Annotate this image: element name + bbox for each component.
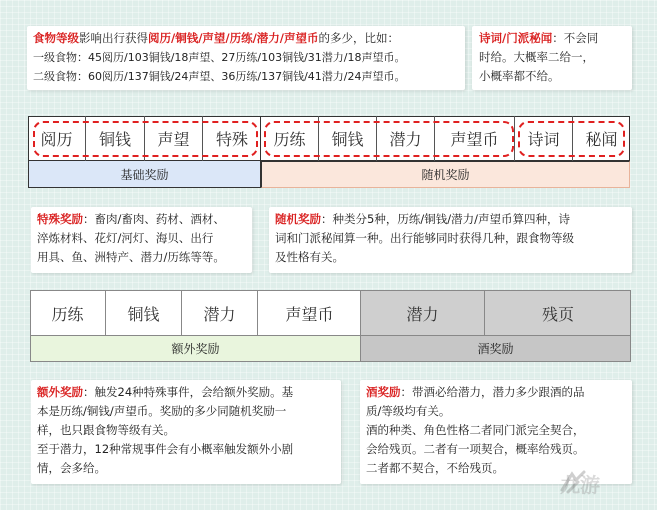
random-reward-card: 随机奖励：种类分5种，历练/铜钱/潜力/声望币算四种，诗 词和门派秘闻算一种。出行能够同时获得几种，跟食物等级 及性格有关。 — [269, 207, 632, 273]
random-highlight — [264, 121, 514, 157]
special-reward-card: 特殊奖励：畜肉/畜肉、药材、酒材、 淬炼材料、花灯/河灯、海贝、出行 用具、鱼、洲特产、潜力/历练等等。 — [31, 207, 252, 273]
cell2-canye: 残页 — [541, 304, 574, 324]
reward-table-2 — [30, 290, 631, 362]
food-level-line-2: 一级食物：45阅历/103铜钱/18声望、27历练/103铜钱/31潜力/18声望币。 — [33, 51, 406, 64]
cell2-tongqian: 铜钱 — [106, 290, 182, 336]
poetry-highlight — [518, 121, 625, 157]
cell-shici: 诗词 — [515, 116, 573, 161]
food-level-card — [27, 26, 465, 90]
wine-reward-card: 酒奖励：带酒必给潜力，潜力多少跟酒的品 质/等级均有关。 酒的种类、角色性格二者同门派完全契合， 会给残页。二者有一项契合，概率给残页。 二者都不契合，不给残页。 — [360, 380, 632, 484]
extra-footer: 额外奖励 — [30, 336, 361, 362]
cell-tongqian: 铜钱 — [86, 116, 145, 161]
poetry-secret-card: 诗词/门派秘闻：不会同 时给。大概率二给一， 小概率都不给。 — [472, 26, 632, 90]
cell-yueli: 阅历 — [28, 116, 86, 161]
watermark-text: 九游 — [560, 472, 600, 497]
cell-shengwangbi: 声望币 — [435, 116, 515, 161]
cell-qianli: 潜力 — [377, 116, 435, 161]
cell2-wine-qianli: 潜力 — [361, 290, 485, 336]
wine-footer: 酒奖励 — [361, 336, 631, 362]
cell-miwen: 秘闻 — [585, 130, 618, 149]
basic-footer: 基础奖励 — [28, 161, 261, 188]
cell2-lilian: 历练 — [30, 290, 106, 336]
reward-table-1 — [28, 116, 630, 188]
cell-shengwang: 声望 — [145, 116, 203, 161]
cell-teshu: 特殊 — [215, 130, 248, 149]
extra-reward-card: 额外奖励：触发24种特殊事件，会给额外奖励。基 本是历练/铜钱/声望币。奖励的多少同随机奖励一 样，也只跟食物等级有关。 至于潜力，12种常规事件会有小概率触发额外小剧 情，会多给。 — [31, 380, 341, 484]
cell2-shengwangbi: 声望币 — [285, 304, 334, 324]
cell-tongqian-2: 铜钱 — [319, 116, 377, 161]
random-footer: 随机奖励 — [261, 161, 630, 188]
watermark-logo — [558, 464, 650, 502]
cell2-qianli: 潜力 — [182, 290, 258, 336]
food-level-line-3: 二级食物：60阅历/137铜钱/24声望、36历练/137铜钱/41潜力/24声望币。 — [33, 70, 406, 83]
food-level-line-1: 食物等级影响出行获得阅历/铜钱/声望/历练/潜力/声望币的多少，比如： — [33, 31, 399, 45]
basic-highlight — [33, 121, 258, 157]
cell-lilian: 历练 — [261, 116, 319, 161]
